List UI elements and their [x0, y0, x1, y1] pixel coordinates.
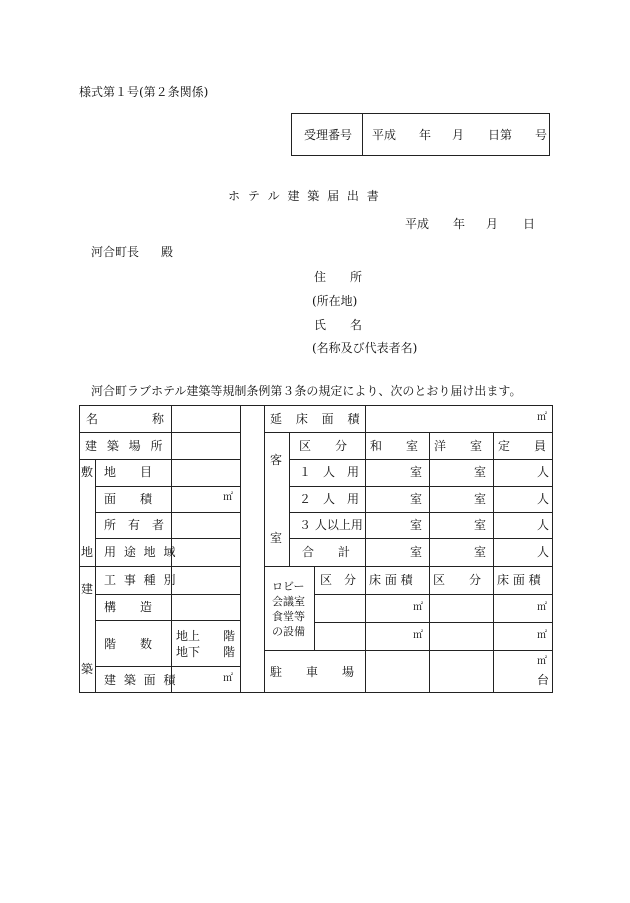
room-row-1-yo: 室: [474, 465, 487, 479]
applicant-name: 氏 名: [314, 318, 363, 332]
receipt-year: 年: [419, 128, 432, 142]
intro-text: 河合町ラブホテル建築等規制条例第３条の規定により、次のとおり届け出ます。: [91, 384, 522, 398]
receipt-number: 号: [535, 128, 548, 142]
lobby-header-area-2: 床 面 積: [497, 573, 541, 587]
room-row-2-label: ２ 人 用: [299, 492, 360, 506]
document-title: ホ テ ル 建 築 届 出 書: [228, 189, 379, 203]
date-era: 平成: [405, 217, 430, 231]
floors-above-unit: 階: [223, 629, 236, 643]
lobby-header-area-1: 床 面 積: [369, 573, 413, 587]
room-total-yo: 室: [474, 545, 487, 559]
lobby-header-category-1: 区 分: [320, 573, 357, 587]
room-row-3-yo: 室: [474, 518, 487, 532]
room-row-1-label: １ 人 用: [299, 465, 360, 479]
total-floor-area-label: 延 床 面 積: [270, 412, 365, 426]
addressee-name: 河合町長: [91, 245, 140, 259]
room-header-japanese: 和 室: [370, 439, 419, 453]
floors-label: 階 数: [104, 637, 153, 651]
parking-area-unit: ㎡: [537, 656, 547, 667]
room-header-western: 洋 室: [434, 439, 483, 453]
form-number: 様式第１号(第２条関係): [79, 85, 209, 99]
owner-label: 所 有 者: [104, 518, 165, 532]
room-header-category: 区 分: [299, 439, 348, 453]
zoning-label: 用 途 地 域: [104, 545, 178, 559]
building-area-label: 建 築 面 積: [104, 673, 178, 687]
receipt-day: 日第: [488, 128, 513, 142]
room-header-capacity: 定 員: [498, 439, 547, 453]
building-area-unit: ㎡: [223, 673, 233, 684]
lobby-label-line-3: 食堂等: [272, 610, 305, 623]
date-year: 年: [453, 217, 466, 231]
room-group-label-top: 客: [270, 453, 283, 467]
receipt-label: 受理番号: [304, 128, 353, 142]
lobby-row-1-unit-2: ㎡: [537, 602, 547, 613]
lobby-row-2-unit-2: ㎡: [537, 630, 547, 641]
room-row-2-cap: 人: [537, 492, 550, 506]
applicant-address-sub: (所在地): [312, 294, 358, 308]
build-group-label-top: 建: [81, 582, 94, 596]
date-day: 日: [523, 217, 536, 231]
building-location-label: 建 築 場 所: [85, 439, 166, 453]
floors-below-unit: 階: [223, 645, 236, 659]
receipt-month: 月: [452, 128, 465, 142]
floors-below-label: 地下: [176, 645, 201, 659]
name-label: 名 称: [86, 412, 164, 426]
room-row-2-yo: 室: [474, 492, 487, 506]
room-row-3-cap: 人: [537, 518, 550, 532]
receipt-era: 平成: [372, 128, 397, 142]
lobby-label-line-1: ロビー: [272, 580, 305, 593]
date-month: 月: [486, 217, 499, 231]
room-row-1-wa: 室: [410, 465, 423, 479]
room-total-label: 合 計: [302, 545, 351, 559]
room-row-1-cap: 人: [537, 465, 550, 479]
build-group-label-bottom: 築: [81, 662, 94, 676]
structure-label: 構 造: [104, 600, 153, 614]
floors-above-label: 地上: [176, 629, 201, 643]
construction-type-label: 工 事 種 別: [104, 573, 178, 587]
lobby-row-1-unit-1: ㎡: [413, 602, 423, 613]
room-row-3-label: ３ 人以上用: [299, 518, 363, 532]
lobby-label-line-4: の設備: [272, 625, 305, 638]
room-group-label-bottom: 室: [270, 531, 283, 545]
lobby-row-2-unit-1: ㎡: [413, 630, 423, 641]
room-row-3-wa: 室: [410, 518, 423, 532]
site-area-unit: ㎡: [223, 492, 233, 503]
room-row-2-wa: 室: [410, 492, 423, 506]
addressee-honorific: 殿: [161, 245, 174, 259]
room-total-cap: 人: [537, 545, 550, 559]
land-category-label: 地 目: [104, 465, 153, 479]
room-total-wa: 室: [410, 545, 423, 559]
lobby-header-category-2: 区 分: [433, 573, 482, 587]
site-group-label-top: 敷: [81, 465, 94, 479]
applicant-name-sub: (名称及び代表者名): [312, 341, 418, 355]
lobby-label-line-2: 会議室: [272, 595, 305, 608]
site-area-label: 面 積: [104, 492, 153, 506]
total-floor-area-unit: ㎡: [537, 412, 547, 423]
parking-count-unit: 台: [537, 673, 550, 687]
parking-label: 駐 車 場: [270, 665, 355, 679]
site-group-label-bottom: 地: [81, 545, 94, 559]
applicant-address: 住 所: [314, 270, 363, 284]
